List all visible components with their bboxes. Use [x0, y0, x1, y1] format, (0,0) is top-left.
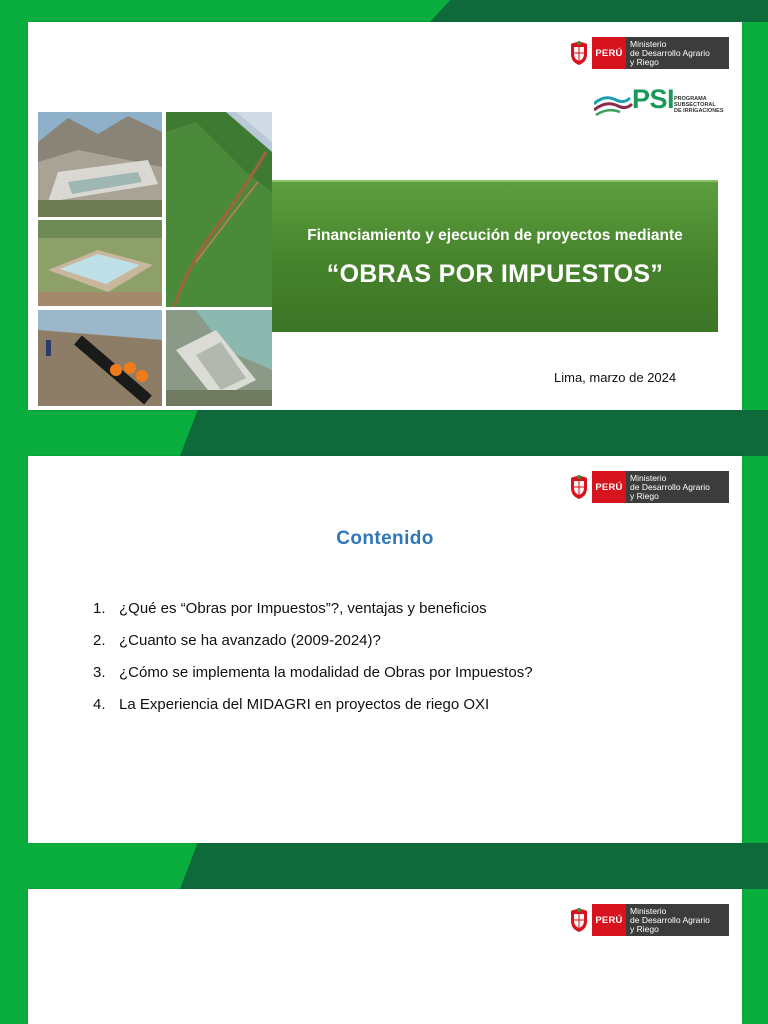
photo-workers-pipe [38, 310, 162, 406]
slide-cover [28, 22, 742, 410]
contents-item-text: ¿Cuanto se ha avanzado (2009-2024)? [119, 632, 381, 649]
coat-of-arms-icon [566, 471, 592, 503]
title-banner [272, 180, 718, 332]
contents-item-text: La Experiencia del MIDAGRI en proyectos de riego OXI [119, 696, 490, 713]
slide-contents [28, 456, 742, 843]
ministry-line-3: y Riego [630, 923, 659, 934]
contents-item [93, 599, 533, 631]
coat-of-arms-icon [566, 37, 592, 69]
peru-label: PERÚ [592, 37, 626, 69]
contents-item [93, 631, 533, 663]
ministry-line-3: y Riego [630, 56, 659, 67]
photo-dam-spillway [166, 310, 272, 406]
ministry-line-1: Ministerio [630, 473, 667, 483]
photo-irrigation-canal [38, 112, 162, 217]
contents-item-text: ¿Cómo se implementa la modalidad de Obras por Impuestos? [119, 664, 533, 681]
contents-item-number: 4. [93, 696, 106, 713]
contents-item-text: ¿Qué es “Obras por Impuestos”?, ventajas y beneficios [119, 600, 487, 617]
background-band-mid1 [180, 410, 768, 456]
ministry-line-2: de Desarrollo Agrario [630, 47, 710, 58]
psi-subtitle-line-2: SUBSECTORAL [674, 102, 716, 108]
photo-mountain-pipeline [166, 112, 272, 307]
psi-subtitle [674, 96, 724, 114]
gov-logo [566, 904, 729, 936]
coat-of-arms-icon [566, 904, 592, 936]
ministry-name [626, 471, 729, 503]
contents-item-number: 1. [93, 600, 106, 617]
psi-subtitle-line-3: DE IRRIGACIONES [674, 108, 724, 114]
contents-item [93, 695, 533, 727]
contents-item [93, 663, 533, 695]
psi-name: PSI [632, 84, 675, 114]
ministry-line-2: de Desarrollo Agrario [630, 914, 710, 925]
slide-third-partial [28, 889, 742, 1024]
psi-subtitle-line-1: PROGRAMA [674, 96, 707, 102]
presentation-subtitle: Financiamiento y ejecución de proyectos mediante [307, 227, 683, 244]
ministry-name [626, 37, 729, 69]
background-band-mid2 [180, 843, 768, 889]
ministry-line-2: de Desarrollo Agrario [630, 481, 710, 492]
peru-label: PERÚ [592, 904, 626, 936]
contents-item-number: 3. [93, 664, 106, 681]
contents-list [93, 599, 533, 727]
contents-heading: Contenido [336, 528, 434, 549]
psi-logo [594, 84, 744, 122]
presentation-date: Lima, marzo de 2024 [554, 370, 677, 385]
gov-logo [566, 37, 729, 69]
ministry-name [626, 904, 729, 936]
ministry-line-1: Ministerio [630, 906, 667, 916]
background-band-top [430, 0, 768, 22]
gov-logo [566, 471, 729, 503]
presentation-title: “OBRAS POR IMPUESTOS” [326, 260, 664, 288]
photo-reservoir [38, 220, 162, 306]
ministry-line-1: Ministerio [630, 39, 667, 49]
ministry-line-3: y Riego [630, 490, 659, 501]
peru-label: PERÚ [592, 471, 626, 503]
contents-item-number: 2. [93, 632, 106, 649]
